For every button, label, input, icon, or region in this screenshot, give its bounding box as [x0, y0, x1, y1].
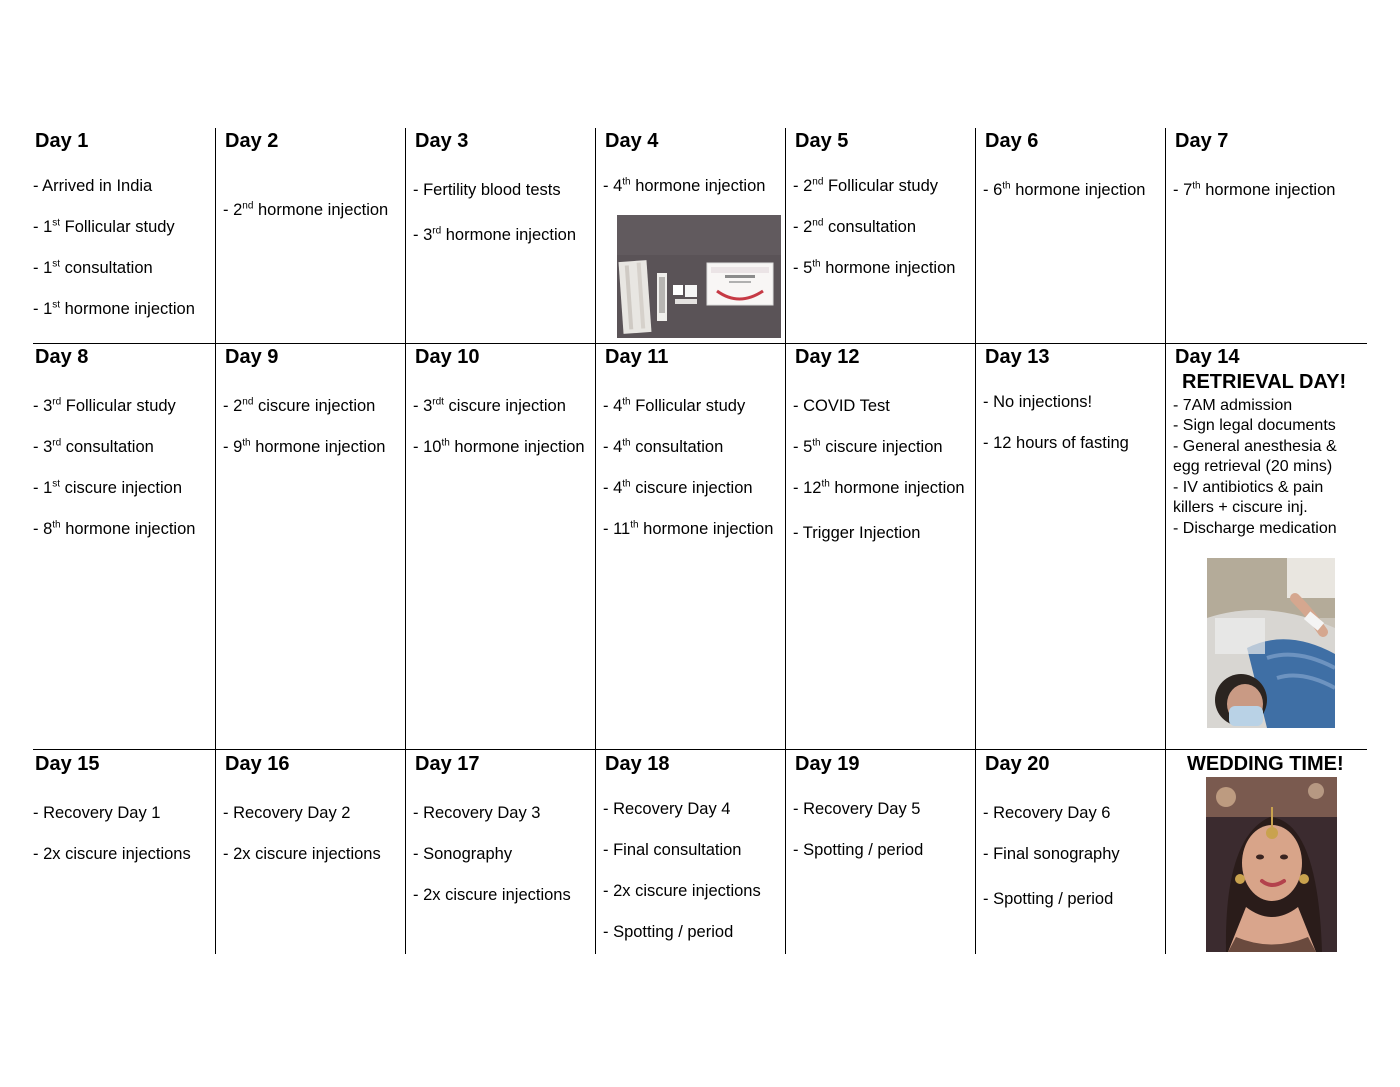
day-label: Day 17 — [415, 753, 480, 775]
item-text: - Recovery Day 6 — [983, 804, 1111, 822]
day-item — [223, 396, 375, 416]
day-item — [33, 437, 154, 457]
ordinal-suffix: rdt — [432, 396, 444, 408]
day-cell — [793, 128, 983, 344]
item-text: - 12 — [793, 479, 822, 497]
ordinal-suffix: rd — [432, 225, 442, 237]
item-text: - Sign legal documents — [1173, 417, 1336, 434]
day-item — [983, 392, 1092, 412]
ordinal-suffix: st — [52, 217, 61, 229]
day-item — [983, 180, 1145, 200]
ordinal-suffix: rd — [52, 437, 62, 449]
day-item — [793, 437, 943, 457]
day-item — [1173, 478, 1323, 499]
day-label: Day 13 — [985, 346, 1050, 368]
day-item — [793, 523, 920, 543]
ordinal-suffix: st — [52, 478, 61, 490]
ordinal-suffix: st — [52, 258, 61, 270]
item-text: egg retrieval (20 mins) — [1173, 458, 1333, 475]
item-text: - 12 hours of fasting — [983, 434, 1129, 452]
ordinal-suffix: th — [52, 519, 61, 531]
day-item — [413, 803, 540, 823]
wedding-time-banner: WEDDING TIME! — [1187, 753, 1344, 775]
ordinal-suffix: rd — [52, 396, 62, 408]
item-text: - COVID Test — [793, 397, 890, 415]
item-text: - 3 — [413, 226, 433, 244]
day-item — [413, 180, 561, 200]
item-text: ciscure injection — [630, 479, 753, 497]
item-text: - Final sonography — [983, 845, 1120, 863]
item-text: - Sonography — [413, 845, 513, 863]
day-item — [1173, 396, 1292, 417]
item-text: ciscure injection — [443, 397, 566, 415]
item-text: - 9 — [223, 438, 243, 456]
day-item — [33, 396, 176, 416]
day-cell — [413, 344, 603, 751]
item-text: hormone injection — [441, 226, 576, 244]
day-label: Day 15 — [35, 753, 100, 775]
day-cell — [33, 344, 223, 751]
day-item — [413, 844, 512, 864]
day-label: Day 7 — [1175, 130, 1229, 152]
day-item — [1173, 498, 1308, 519]
day-cell — [983, 128, 1173, 344]
ordinal-suffix: th — [242, 437, 251, 449]
day-item — [223, 803, 350, 823]
day-label: Day 5 — [795, 130, 849, 152]
item-text: consultation — [61, 438, 154, 456]
day-cell — [983, 344, 1173, 751]
day-cell — [1173, 128, 1363, 344]
ordinal-suffix: nd — [812, 217, 824, 229]
item-text: - 3 — [33, 397, 53, 415]
item-text: - 2 — [793, 177, 813, 195]
day-label: Day 1 — [35, 130, 89, 152]
item-text: - 2x ciscure injections — [33, 845, 191, 863]
ordinal-suffix: th — [622, 437, 631, 449]
item-text: - 2x ciscure injections — [603, 882, 761, 900]
day-label: Day 6 — [985, 130, 1039, 152]
item-text: - 11 — [603, 520, 631, 538]
item-text: - IV antibiotics & pain — [1173, 479, 1324, 496]
ordinal-suffix: th — [812, 258, 821, 270]
item-text: hormone injection — [250, 438, 386, 456]
item-text: - 1 — [33, 259, 53, 277]
day-item — [33, 258, 153, 278]
day-cell — [603, 751, 793, 954]
item-text: - 3 — [413, 397, 433, 415]
day-label: Day 8 — [35, 346, 89, 368]
ordinal-suffix: nd — [242, 200, 254, 212]
day-cell — [223, 128, 413, 344]
day-item — [413, 396, 566, 416]
item-text: - 6 — [983, 181, 1003, 199]
item-text: - Spotting / period — [603, 923, 734, 941]
item-text: - Trigger Injection — [793, 524, 921, 542]
item-text: hormone injection — [829, 479, 965, 497]
wedding-photo — [1206, 777, 1337, 952]
item-text: - 7AM admission — [1173, 397, 1293, 414]
item-text: - Discharge medication — [1173, 520, 1337, 537]
day-label: Day 3 — [415, 130, 469, 152]
item-text: - 4 — [603, 479, 623, 497]
day-item — [33, 844, 191, 864]
day-item — [603, 396, 745, 416]
item-text: hormone injection — [1010, 181, 1146, 199]
item-text: - 1 — [33, 218, 53, 236]
item-text: - 2 — [793, 218, 813, 236]
item-text: hormone injection — [60, 520, 196, 538]
day-label: Day 4 — [605, 130, 659, 152]
day-label: Day 14 — [1175, 346, 1240, 368]
item-text: Follicular study — [823, 177, 939, 195]
day-item — [793, 840, 923, 860]
day-item — [413, 437, 585, 457]
item-text: - 2x ciscure injections — [223, 845, 381, 863]
day-cell — [793, 751, 983, 954]
ordinal-suffix: th — [1002, 180, 1011, 192]
ordinal-suffix: nd — [242, 396, 254, 408]
item-text: - 7 — [1173, 181, 1193, 199]
item-text: - 1 — [33, 479, 53, 497]
item-text: hormone injection — [253, 201, 389, 219]
medication-photo — [617, 215, 781, 338]
item-text: - 4 — [603, 177, 623, 195]
item-text: killers + ciscure inj. — [1173, 499, 1308, 516]
day-item — [603, 922, 733, 942]
day-label: Day 18 — [605, 753, 670, 775]
day-label: Day 16 — [225, 753, 290, 775]
ordinal-suffix: th — [630, 519, 639, 531]
day-item — [793, 799, 920, 819]
item-text: - Spotting / period — [793, 841, 924, 859]
day-item — [983, 433, 1129, 453]
ordinal-suffix: nd — [812, 176, 824, 188]
day-item — [33, 519, 195, 539]
item-text: Follicular study — [60, 218, 175, 236]
item-text: hormone injection — [630, 177, 766, 195]
retrieval-day-banner: RETRIEVAL DAY! — [1182, 371, 1347, 393]
item-text: - 5 — [793, 438, 813, 456]
item-text: - 4 — [603, 397, 623, 415]
day-cell — [603, 344, 793, 751]
item-text: - Arrived in India — [33, 177, 153, 195]
item-text: - 5 — [793, 259, 813, 277]
day-item — [33, 478, 182, 498]
day-item — [33, 217, 175, 237]
item-text: - Recovery Day 4 — [603, 800, 731, 818]
ordinal-suffix: th — [812, 437, 821, 449]
day-item — [1173, 437, 1337, 458]
day-item — [603, 437, 723, 457]
item-text: - Spotting / period — [983, 890, 1114, 908]
day-item — [983, 803, 1110, 823]
day-item — [33, 299, 195, 319]
hospital-photo — [1207, 558, 1335, 728]
item-text: Follicular study — [61, 397, 176, 415]
ordinal-suffix: th — [622, 176, 631, 188]
day-item — [33, 176, 152, 196]
day-label: Day 12 — [795, 346, 860, 368]
item-text: - 2x ciscure injections — [413, 886, 571, 904]
item-text: - 3 — [33, 438, 53, 456]
day-item — [603, 176, 765, 196]
ordinal-suffix: th — [441, 437, 450, 449]
ordinal-suffix: th — [1192, 180, 1201, 192]
day-item — [1173, 416, 1336, 437]
item-text: ciscure injection — [253, 397, 376, 415]
day-cell — [413, 128, 603, 344]
day-item — [1173, 457, 1332, 478]
item-text: - General anesthesia & — [1173, 438, 1337, 455]
day-item — [603, 478, 753, 498]
day-item — [413, 885, 571, 905]
day-label: Day 19 — [795, 753, 860, 775]
day-item — [603, 881, 761, 901]
day-item — [793, 258, 955, 278]
day-item — [793, 396, 890, 416]
item-text: - 10 — [413, 438, 442, 456]
day-item — [793, 176, 938, 196]
item-text: hormone injection — [820, 259, 956, 277]
day-item — [33, 803, 160, 823]
item-text: consultation — [60, 259, 153, 277]
day-cell — [33, 751, 223, 954]
day-item — [1173, 180, 1335, 200]
item-text: hormone injection — [60, 300, 195, 318]
day-label: Day 9 — [225, 346, 279, 368]
item-text: Follicular study — [630, 397, 746, 415]
day-label: Day 11 — [605, 346, 669, 368]
day-cell — [983, 751, 1173, 954]
ordinal-suffix: th — [622, 478, 631, 490]
ordinal-suffix: st — [52, 299, 61, 311]
item-text: ciscure injection — [820, 438, 943, 456]
day-item — [223, 437, 385, 457]
day-item — [1173, 519, 1337, 540]
item-text: - No injections! — [983, 393, 1093, 411]
item-text: hormone injection — [449, 438, 585, 456]
day-item — [603, 519, 773, 539]
item-text: - Recovery Day 3 — [413, 804, 541, 822]
item-text: hormone injection — [1200, 181, 1336, 199]
day-label: Day 2 — [225, 130, 279, 152]
item-text: ciscure injection — [60, 479, 183, 497]
day-item — [793, 217, 916, 237]
day-label: Day 10 — [415, 346, 480, 368]
day-item — [223, 200, 388, 220]
day-item — [983, 889, 1113, 909]
ordinal-suffix: th — [821, 478, 830, 490]
item-text: - 4 — [603, 438, 623, 456]
item-text: - 2 — [223, 201, 243, 219]
item-text: - Fertility blood tests — [413, 181, 561, 199]
day-cell — [223, 751, 413, 954]
day-item — [983, 844, 1120, 864]
day-item — [603, 799, 730, 819]
item-text: consultation — [823, 218, 917, 236]
day-item — [793, 478, 965, 498]
item-text: - Recovery Day 2 — [223, 804, 351, 822]
day-cell — [793, 344, 983, 751]
day-cell — [413, 751, 603, 954]
day-item — [223, 844, 381, 864]
day-item — [603, 840, 742, 860]
day-cell — [223, 344, 413, 751]
day-cell — [33, 128, 223, 344]
day-item — [413, 225, 576, 245]
item-text: - 2 — [223, 397, 243, 415]
item-text: - 1 — [33, 300, 53, 318]
ordinal-suffix: th — [622, 396, 631, 408]
item-text: - 8 — [33, 520, 53, 538]
item-text: - Recovery Day 5 — [793, 800, 921, 818]
item-text: - Recovery Day 1 — [33, 804, 161, 822]
day-label: Day 20 — [985, 753, 1050, 775]
item-text: - Final consultation — [603, 841, 742, 859]
item-text: hormone injection — [638, 520, 774, 538]
item-text: consultation — [630, 438, 724, 456]
